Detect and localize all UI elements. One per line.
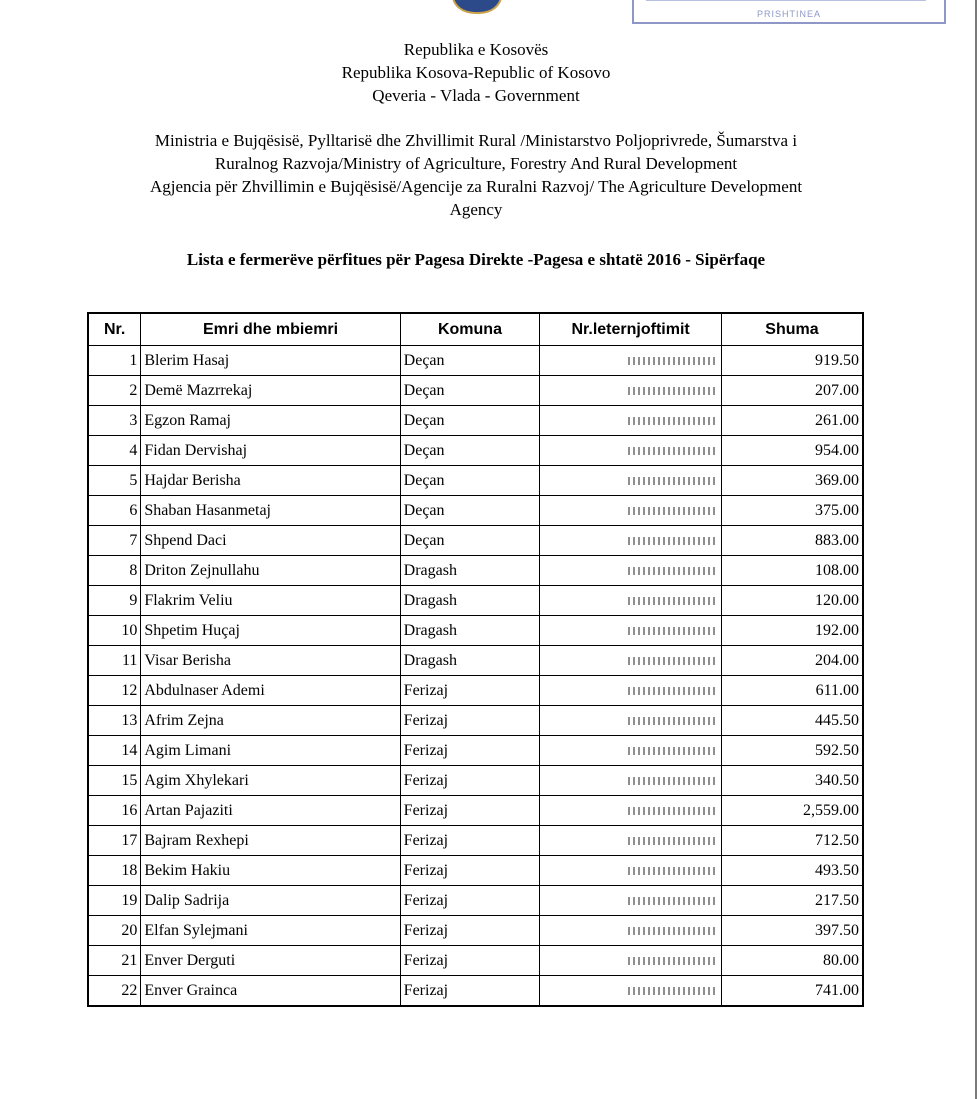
row-number: 3	[88, 406, 141, 436]
table-row	[88, 556, 863, 586]
row-name: Visar Berisha	[141, 646, 400, 676]
table-row	[88, 406, 863, 436]
row-number: 18	[88, 856, 141, 886]
stamp-text: PRISHTINEA	[756, 9, 821, 19]
redaction-mark	[628, 837, 718, 845]
table-row	[88, 466, 863, 496]
row-id-redacted	[540, 466, 722, 496]
row-number: 8	[88, 556, 141, 586]
row-amount: 954.00	[721, 436, 863, 466]
column-header-amount: Shuma	[721, 313, 863, 346]
row-number: 7	[88, 526, 141, 556]
row-id-redacted	[540, 406, 722, 436]
row-name: Shpetim Huçaj	[141, 616, 400, 646]
received-stamp	[632, 0, 946, 24]
table-row	[88, 766, 863, 796]
row-amount: 261.00	[721, 406, 863, 436]
row-number: 5	[88, 466, 141, 496]
row-komuna: Ferizaj	[400, 946, 540, 976]
row-amount: 375.00	[721, 496, 863, 526]
redaction-mark	[628, 477, 718, 485]
row-id-redacted	[540, 826, 722, 856]
ministry-header	[0, 129, 952, 221]
table-row	[88, 526, 863, 556]
redaction-mark	[628, 897, 718, 905]
table-header-row	[88, 313, 863, 346]
row-komuna: Ferizaj	[400, 976, 540, 1007]
row-amount: 2,559.00	[721, 796, 863, 826]
row-amount: 611.00	[721, 676, 863, 706]
row-amount: 741.00	[721, 976, 863, 1007]
row-id-redacted	[540, 616, 722, 646]
government-header	[0, 38, 952, 107]
row-name: Dalip Sadrija	[141, 886, 400, 916]
row-id-redacted	[540, 886, 722, 916]
ministry-line: Agjencia për Zhvillimin e Bujqësisë/Agencije za Ruralni Razvoj/ The Agriculture Development	[149, 177, 803, 196]
row-amount: 712.50	[721, 826, 863, 856]
redaction-mark	[628, 927, 718, 935]
document-title: Lista e fermerëve përfitues për Pagesa Direkte -Pagesa e shtatë 2016 - Sipërfaqe	[186, 250, 766, 269]
row-komuna: Dragash	[400, 616, 540, 646]
row-amount: 108.00	[721, 556, 863, 586]
table-row	[88, 706, 863, 736]
redaction-mark	[628, 507, 718, 515]
row-name: Elfan Sylejmani	[141, 916, 400, 946]
redaction-mark	[628, 537, 718, 545]
row-amount: 397.50	[721, 916, 863, 946]
row-name: Driton Zejnullahu	[141, 556, 400, 586]
row-name: Hajdar Berisha	[141, 466, 400, 496]
row-name: Shpend Daci	[141, 526, 400, 556]
row-komuna: Deçan	[400, 496, 540, 526]
header-line: Qeveria - Vlada - Government	[372, 86, 580, 105]
row-komuna: Ferizaj	[400, 916, 540, 946]
row-name: Egzon Ramaj	[141, 406, 400, 436]
row-id-redacted	[540, 676, 722, 706]
row-id-redacted	[540, 526, 722, 556]
row-name: Demë Mazrrekaj	[141, 376, 400, 406]
row-id-redacted	[540, 436, 722, 466]
row-amount: 340.50	[721, 766, 863, 796]
row-komuna: Dragash	[400, 556, 540, 586]
redaction-mark	[628, 717, 718, 725]
row-komuna: Ferizaj	[400, 886, 540, 916]
row-id-redacted	[540, 796, 722, 826]
table-row	[88, 376, 863, 406]
page-edge	[975, 0, 977, 1099]
row-id-redacted	[540, 646, 722, 676]
row-number: 1	[88, 346, 141, 376]
table-row	[88, 676, 863, 706]
row-name: Flakrim Veliu	[141, 586, 400, 616]
header-line: Republika e Kosovës	[403, 40, 549, 59]
row-number: 9	[88, 586, 141, 616]
row-komuna: Dragash	[400, 646, 540, 676]
row-name: Abdulnaser Ademi	[141, 676, 400, 706]
row-amount: 493.50	[721, 856, 863, 886]
row-komuna: Ferizaj	[400, 676, 540, 706]
row-amount: 192.00	[721, 616, 863, 646]
row-number: 19	[88, 886, 141, 916]
redaction-mark	[628, 687, 718, 695]
column-header-name: Emri dhe mbiemri	[141, 313, 400, 346]
row-number: 6	[88, 496, 141, 526]
row-id-redacted	[540, 916, 722, 946]
row-id-redacted	[540, 706, 722, 736]
redaction-mark	[628, 387, 718, 395]
row-id-redacted	[540, 736, 722, 766]
table-row	[88, 886, 863, 916]
redaction-mark	[628, 807, 718, 815]
table-row	[88, 496, 863, 526]
row-amount: 207.00	[721, 376, 863, 406]
row-amount: 445.50	[721, 706, 863, 736]
row-komuna: Ferizaj	[400, 856, 540, 886]
table-row	[88, 646, 863, 676]
row-id-redacted	[540, 376, 722, 406]
table-row	[88, 586, 863, 616]
row-number: 20	[88, 916, 141, 946]
row-number: 21	[88, 946, 141, 976]
row-amount: 369.00	[721, 466, 863, 496]
row-name: Bajram Rexhepi	[141, 826, 400, 856]
redaction-mark	[628, 747, 718, 755]
row-id-redacted	[540, 346, 722, 376]
row-id-redacted	[540, 556, 722, 586]
table-body	[88, 346, 863, 1007]
kosovo-emblem-icon	[452, 0, 502, 14]
redaction-mark	[628, 567, 718, 575]
redaction-mark	[628, 357, 718, 365]
row-number: 17	[88, 826, 141, 856]
row-komuna: Deçan	[400, 406, 540, 436]
row-number: 22	[88, 976, 141, 1007]
row-id-redacted	[540, 586, 722, 616]
row-komuna: Deçan	[400, 466, 540, 496]
row-name: Agim Limani	[141, 736, 400, 766]
redaction-mark	[628, 447, 718, 455]
row-name: Agim Xhylekari	[141, 766, 400, 796]
row-number: 13	[88, 706, 141, 736]
row-id-redacted	[540, 766, 722, 796]
row-komuna: Ferizaj	[400, 826, 540, 856]
column-header-id: Nr.leternjoftimit	[540, 313, 722, 346]
row-amount: 120.00	[721, 586, 863, 616]
row-number: 10	[88, 616, 141, 646]
table-row	[88, 436, 863, 466]
row-number: 2	[88, 376, 141, 406]
row-number: 12	[88, 676, 141, 706]
row-name: Fidan Dervishaj	[141, 436, 400, 466]
row-amount: 204.00	[721, 646, 863, 676]
stamp-line	[646, 0, 926, 1]
row-id-redacted	[540, 976, 722, 1007]
table-row	[88, 346, 863, 376]
row-amount: 80.00	[721, 946, 863, 976]
row-id-redacted	[540, 946, 722, 976]
row-number: 4	[88, 436, 141, 466]
header-line: Republika Kosova-Republic of Kosovo	[341, 63, 611, 82]
row-number: 16	[88, 796, 141, 826]
ministry-line: Agency	[449, 200, 503, 219]
table-row	[88, 796, 863, 826]
table-row	[88, 856, 863, 886]
beneficiaries-table	[87, 312, 864, 1007]
table-row	[88, 916, 863, 946]
row-komuna: Deçan	[400, 436, 540, 466]
table-row	[88, 976, 863, 1007]
row-name: Enver Derguti	[141, 946, 400, 976]
row-komuna: Dragash	[400, 586, 540, 616]
row-komuna: Deçan	[400, 376, 540, 406]
table-row	[88, 946, 863, 976]
row-amount: 883.00	[721, 526, 863, 556]
row-name: Blerim Hasaj	[141, 346, 400, 376]
row-amount: 592.50	[721, 736, 863, 766]
table-row	[88, 736, 863, 766]
row-name: Afrim Zejna	[141, 706, 400, 736]
row-amount: 217.50	[721, 886, 863, 916]
row-number: 14	[88, 736, 141, 766]
column-header-nr: Nr.	[88, 313, 141, 346]
row-name: Artan Pajaziti	[141, 796, 400, 826]
row-komuna: Ferizaj	[400, 766, 540, 796]
redaction-mark	[628, 957, 718, 965]
row-komuna: Deçan	[400, 346, 540, 376]
ministry-line: Ministria e Bujqësisë, Pylltarisë dhe Zhvillimit Rural /Ministarstvo Poljoprivrede, Šumarstva i	[154, 131, 798, 150]
row-amount: 919.50	[721, 346, 863, 376]
row-id-redacted	[540, 856, 722, 886]
row-komuna: Ferizaj	[400, 796, 540, 826]
table-row	[88, 826, 863, 856]
row-komuna: Deçan	[400, 526, 540, 556]
redaction-mark	[628, 627, 718, 635]
redaction-mark	[628, 987, 718, 995]
table-row	[88, 616, 863, 646]
row-komuna: Ferizaj	[400, 706, 540, 736]
redaction-mark	[628, 597, 718, 605]
row-number: 15	[88, 766, 141, 796]
row-komuna: Ferizaj	[400, 736, 540, 766]
redaction-mark	[628, 657, 718, 665]
row-id-redacted	[540, 496, 722, 526]
row-name: Enver Grainca	[141, 976, 400, 1007]
redaction-mark	[628, 417, 718, 425]
row-number: 11	[88, 646, 141, 676]
redaction-mark	[628, 867, 718, 875]
row-name: Bekim Hakiu	[141, 856, 400, 886]
ministry-line: Ruralnog Razvoja/Ministry of Agriculture, Forestry And Rural Development	[214, 154, 738, 173]
redaction-mark	[628, 777, 718, 785]
row-name: Shaban Hasanmetaj	[141, 496, 400, 526]
column-header-komuna: Komuna	[400, 313, 540, 346]
